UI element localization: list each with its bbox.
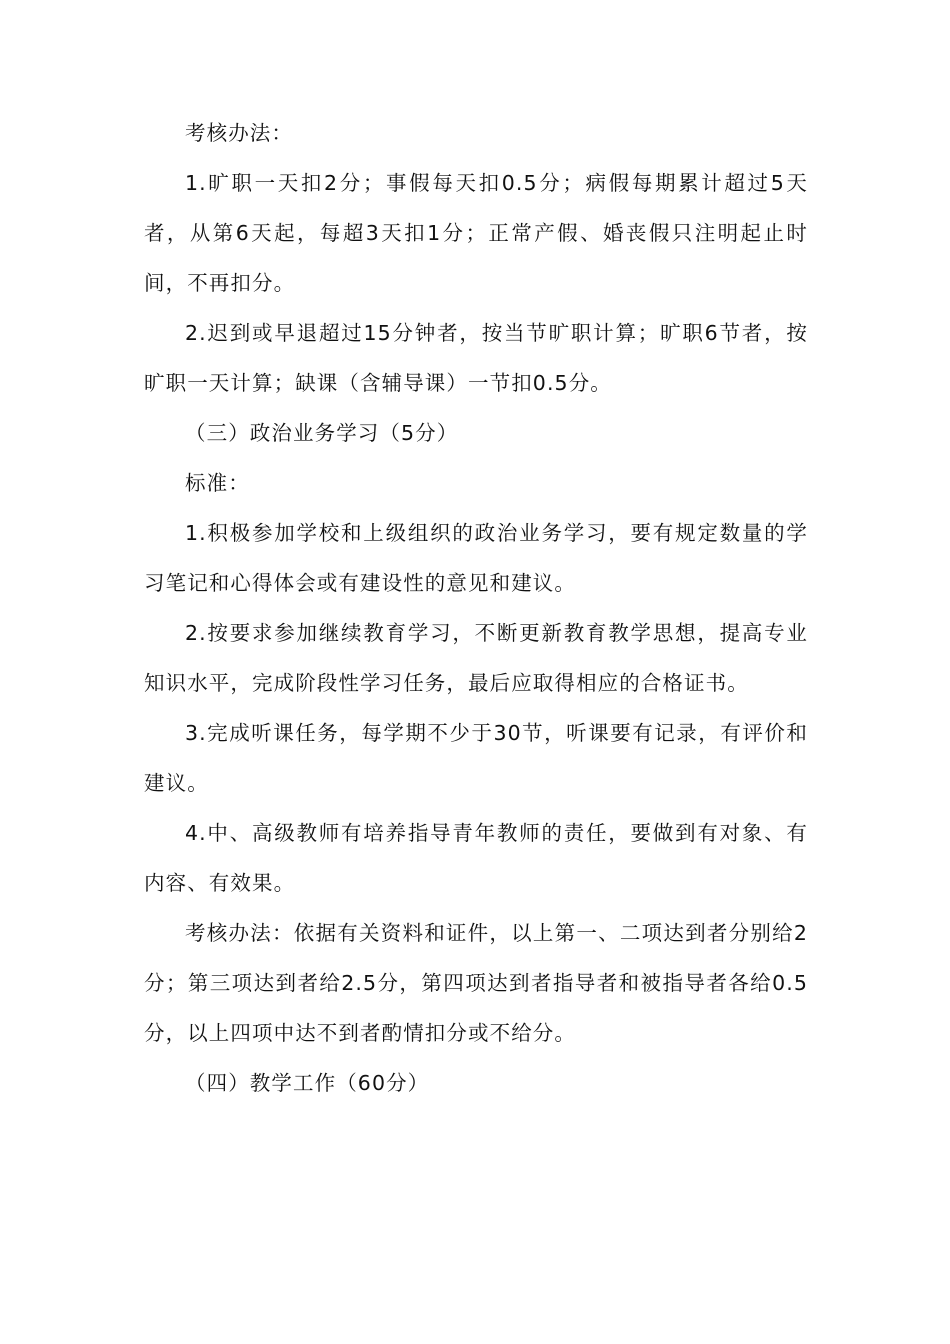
assessment-rule-2: 2.迟到或早退超过15分钟者，按当节旷职计算；旷职6节者，按旷职一天计算；缺课（含辅导课）一节扣0.5分。	[144, 321, 808, 395]
assessment-method-paragraph: 考核办法：依据有关资料和证件，以上第一、二项达到者分别给2分；第三项达到者给2.5分，第四项达到者指导者和被指导者各给0.5分，以上四项中达不到者酌情扣分或不给分。	[144, 921, 808, 1045]
assessment-rule-1: 1.旷职一天扣2分；事假每天扣0.5分；病假每期累计超过5天者，从第6天起，每超3天扣1分；正常产假、婚丧假只注明起止时间，不再扣分。	[144, 171, 808, 295]
standard-item-1: 1.积极参加学校和上级组织的政治业务学习，要有规定数量的学习笔记和心得体会或有建设性的意见和建议。	[144, 521, 808, 595]
standard-item-3: 3.完成听课任务，每学期不少于30节，听课要有记录，有评价和建议。	[144, 721, 808, 795]
standard-item-4: 4.中、高级教师有培养指导青年教师的责任，要做到有对象、有内容、有效果。	[144, 821, 808, 895]
section-heading-teaching-work: （四）教学工作（60分）	[185, 1071, 430, 1095]
standard-item-2: 2.按要求参加继续教育学习，不断更新教育教学思想，提高专业知识水平，完成阶段性学习任务，最后应取得相应的合格证书。	[144, 621, 808, 695]
standard-heading: 标准：	[185, 471, 250, 495]
assessment-method-heading: 考核办法：	[185, 121, 293, 145]
section-heading-political-study: （三）政治业务学习（5分）	[185, 421, 459, 445]
document-body	[144, 108, 808, 1108]
